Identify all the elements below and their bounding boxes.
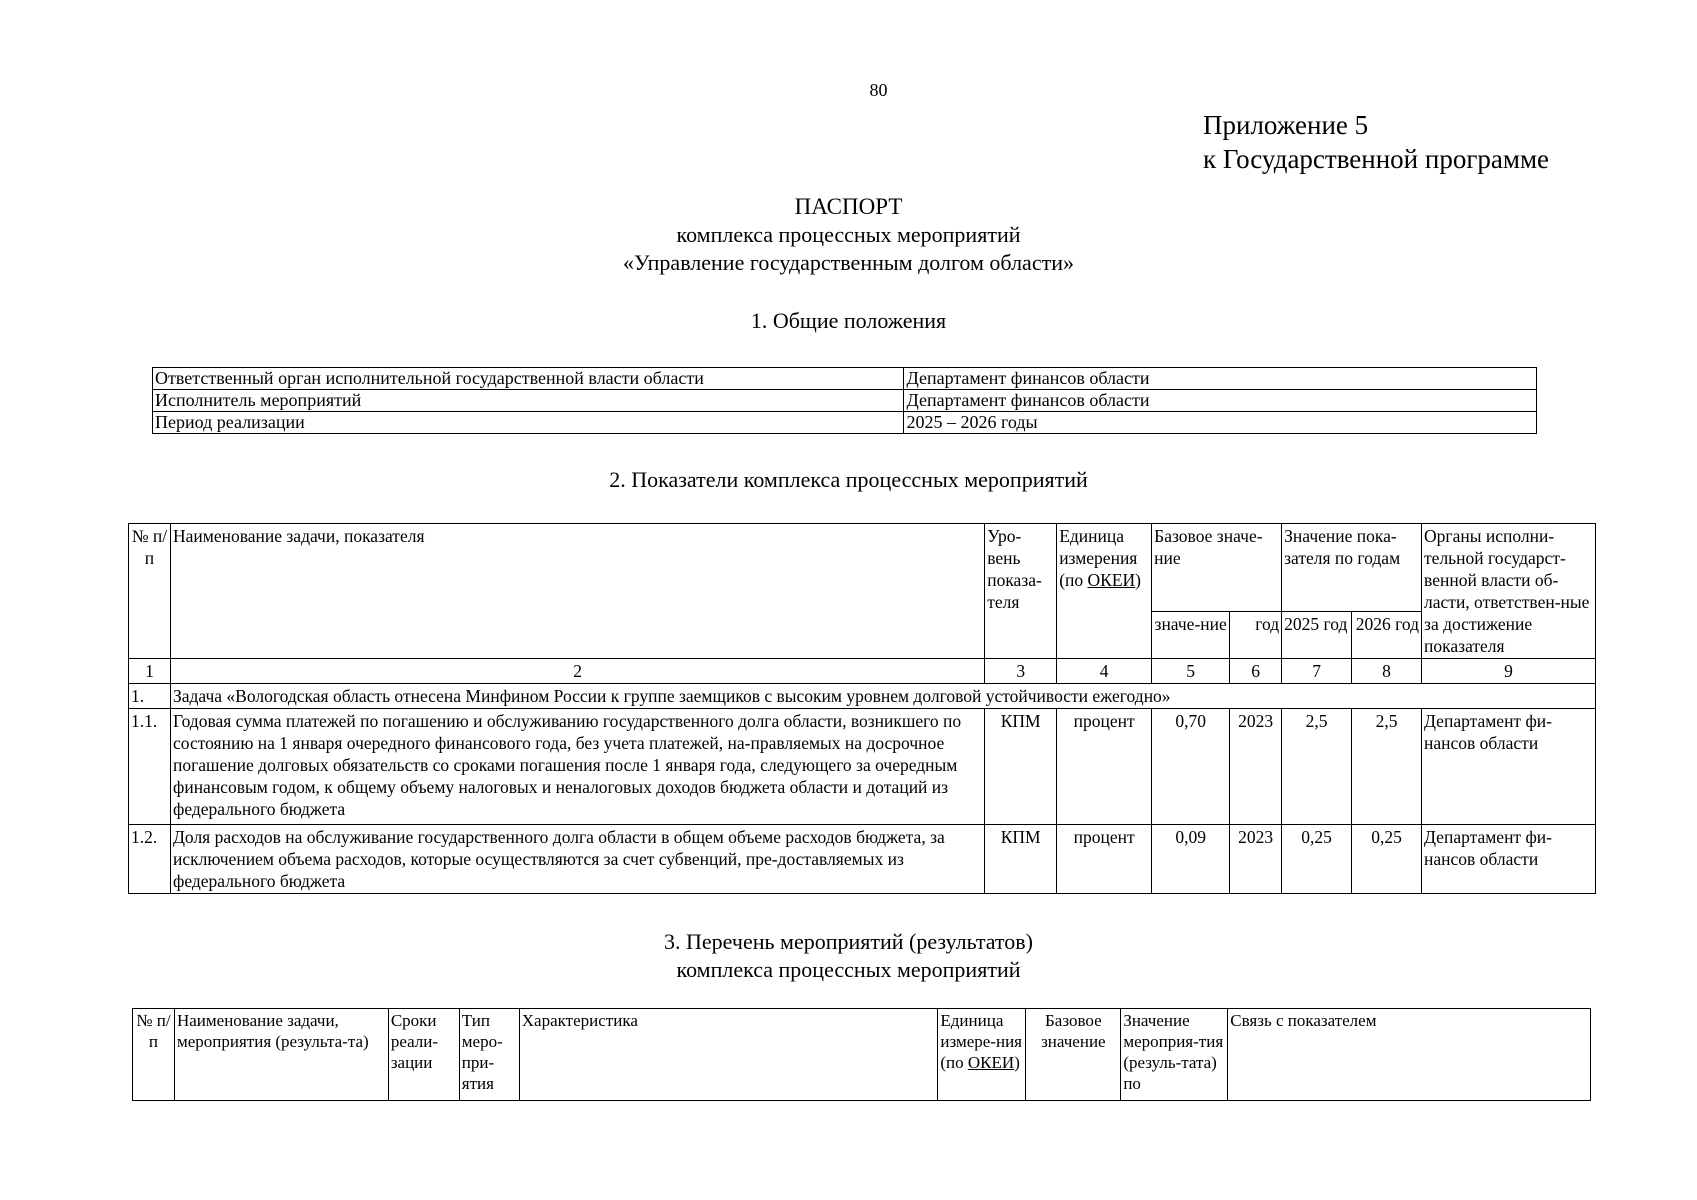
general-label-cell: Ответственный орган исполнительной государственной власти области (153, 368, 904, 390)
header-type: Тип меро-при-ятия (459, 1009, 519, 1101)
section-3-title (0, 928, 1697, 984)
section-2-title: 2. Показатели комплекса процессных мероприятий (609, 467, 1088, 492)
indicator-num: 1.2. (129, 825, 171, 894)
task-row (129, 684, 1596, 709)
table-row (129, 825, 1596, 894)
column-number: 7 (1282, 659, 1352, 684)
column-number: 3 (985, 659, 1057, 684)
header-2025: 2025 год (1282, 612, 1352, 659)
header-value: Значение мероприя-тия (резуль-тата) по (1121, 1009, 1228, 1101)
general-provisions-table (152, 367, 1537, 434)
indicator-level: КПМ (985, 825, 1057, 894)
general-value-cell: 2025 – 2026 годы (904, 412, 1537, 434)
appendix-label (1203, 108, 1549, 176)
header-base-value: значе-ние (1152, 612, 1230, 659)
indicator-base-year: 2023 (1230, 825, 1282, 894)
indicator-organ: Департамент фи-нансов области (1422, 825, 1596, 894)
indicator-unit: процент (1057, 709, 1152, 825)
table-row (129, 709, 1596, 825)
indicator-base-value: 0,09 (1152, 825, 1230, 894)
indicator-2026: 0,25 (1352, 825, 1422, 894)
indicator-base-value: 0,70 (1152, 709, 1230, 825)
table-header-row (129, 524, 1596, 612)
general-value-cell: Департамент финансов области (904, 368, 1537, 390)
table-row (153, 390, 1537, 412)
column-number: 6 (1230, 659, 1282, 684)
header-name: Наименование задачи, мероприятия (результа-та) (174, 1009, 388, 1101)
header-base: Базовое значе-ние (1152, 524, 1282, 612)
header-terms: Сроки реали-зации (388, 1009, 459, 1101)
table-row (153, 412, 1537, 434)
column-number: 8 (1352, 659, 1422, 684)
events-table (132, 1008, 1591, 1101)
section-3-title-line-1: 3. Перечень мероприятий (результатов) (664, 929, 1033, 954)
indicator-2025: 0,25 (1282, 825, 1352, 894)
header-num: № п/п (129, 524, 171, 659)
general-label-cell: Период реализации (153, 412, 904, 434)
column-number: 4 (1057, 659, 1152, 684)
indicator-num: 1.1. (129, 709, 171, 825)
header-link: Связь с показателем (1228, 1009, 1591, 1101)
header-level: Уро-вень показа-теля (985, 524, 1057, 659)
table-header-row (133, 1009, 1591, 1101)
column-number: 5 (1152, 659, 1230, 684)
appendix-line-2: к Государственной программе (1203, 144, 1550, 174)
general-label-cell: Исполнитель мероприятий (153, 390, 904, 412)
document-subtitle-2: «Управление государственным долгом области» (623, 250, 1074, 275)
okei-link[interactable]: ОКЕИ (1087, 570, 1136, 590)
indicator-organ: Департамент фи-нансов области (1422, 709, 1596, 825)
indicator-name: Доля расходов на обслуживание государственного долга области в общем объеме расходов бюджета, за исключением объема расходов, которые осуществляются за счет субвенций, пре-доставляемых из федерального бюджета (170, 825, 984, 894)
appendix-line-1: Приложение 5 (1203, 110, 1369, 140)
header-unit-text: Единица измерения (по (1059, 526, 1138, 590)
header-organs: Органы исполни-тельной государст-венной власти об-ласти, ответствен-ные за достижение показателя (1422, 524, 1596, 659)
indicators-table (128, 523, 1596, 894)
indicator-unit: процент (1057, 825, 1152, 894)
column-number: 9 (1422, 659, 1596, 684)
indicator-name: Годовая сумма платежей по погашению и обслуживанию государственного долга области, возникшего по состоянию на 1 января очередного финансового года, без учета платежей, на-правляемых на досрочное погашение долговых обязательств со сроками погашения после 1 января года, следующего за очередным финансовым годом, к общему объему налоговых и неналоговых доходов бюджета области и дотаций из федерального бюджета (170, 709, 984, 825)
column-number: 1 (129, 659, 171, 684)
header-characteristic: Характеристика (519, 1009, 938, 1101)
indicator-2026: 2,5 (1352, 709, 1422, 825)
header-unit-close: ) (1014, 1053, 1020, 1072)
indicator-level: КПМ (985, 709, 1057, 825)
general-value-cell: Департамент финансов области (904, 390, 1537, 412)
document-title: ПАСПОРТ (794, 194, 903, 219)
okei-link[interactable]: ОКЕИ (967, 1053, 1015, 1072)
header-base: Базовое значение (1026, 1009, 1121, 1101)
header-base-year: год (1230, 612, 1282, 659)
task-num: 1. (129, 684, 171, 709)
document-subtitle-1: комплекса процессных мероприятий (676, 222, 1021, 247)
task-text: Задача «Вологодская область отнесена Минфином России к группе заемщиков с высоким уровнем долговой устойчивости ежегодно» (170, 684, 1595, 709)
indicator-2025: 2,5 (1282, 709, 1352, 825)
header-unit-close: ) (1135, 570, 1141, 590)
column-number: 2 (170, 659, 984, 684)
table-row (153, 368, 1537, 390)
section-3-title-line-2: комплекса процессных мероприятий (676, 957, 1021, 982)
header-unit (1057, 524, 1152, 659)
header-name: Наименование задачи, показателя (170, 524, 984, 659)
document-heading (0, 193, 1697, 277)
indicator-base-year: 2023 (1230, 709, 1282, 825)
header-unit (938, 1009, 1026, 1101)
header-unit-text: Единица измере-ния (по (940, 1011, 1022, 1072)
section-1-title: 1. Общие положения (750, 308, 947, 333)
header-by-years: Значение пока-зателя по годам (1282, 524, 1422, 612)
header-2026: 2026 год (1352, 612, 1422, 659)
header-num: № п/п (133, 1009, 175, 1101)
column-numbers-row (129, 659, 1596, 684)
page-number: 80 (869, 80, 888, 100)
